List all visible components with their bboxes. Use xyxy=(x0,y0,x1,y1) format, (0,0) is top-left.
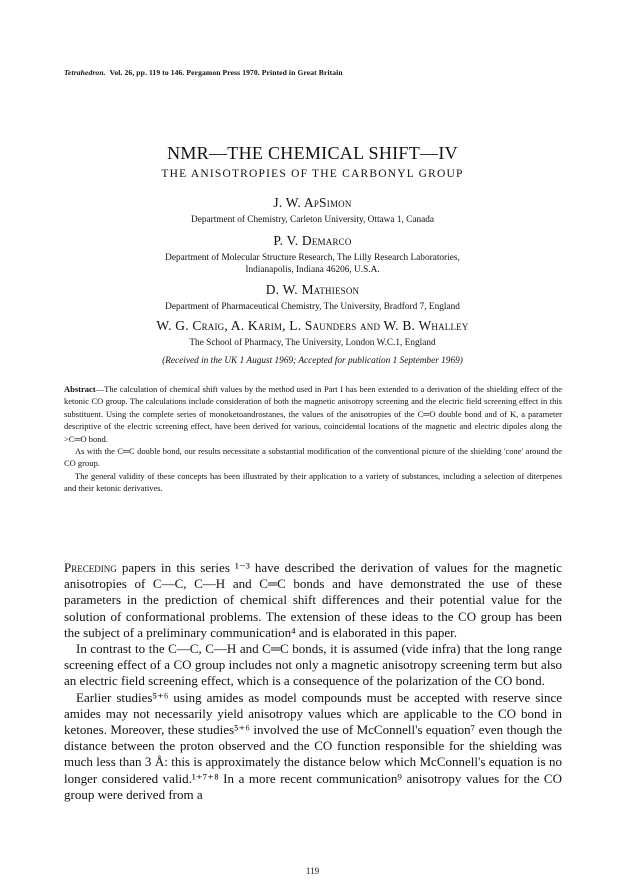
author-names: W. G. Craig, A. Karim, L. Saunders and W. B. Whalley xyxy=(156,318,469,333)
abstract-paragraph: As with the C═C double bond, our results necessitate a substantial modification of the conventional picture of the shielding 'cone' around the CO group. xyxy=(64,446,562,469)
paper-title: NMR—THE CHEMICAL SHIFT—IV xyxy=(167,143,458,163)
lead-word: Preceding xyxy=(64,560,117,575)
paper-subtitle: THE ANISOTROPIES OF THE CARBONYL GROUP xyxy=(161,168,464,180)
journal-name: Tetrahedron. xyxy=(64,68,106,77)
author-affiliation: The School of Pharmacy, The University, London W.C.1, England xyxy=(189,338,436,348)
abstract-label: Abstract xyxy=(64,384,96,394)
author-name: D. W. Mathieson xyxy=(265,282,360,297)
abstract-paragraph xyxy=(64,383,562,445)
author-name: J. W. ApSimon xyxy=(273,195,352,210)
author-affiliation: Department of Chemistry, Carleton University, Ottawa 1, Canada xyxy=(190,215,435,225)
body-paragraph: In contrast to the C—C, C—H and C═C bonds, it is assumed (vide infra) that the long range screening effect of a CO group includes not only a magnetic anisotropy screening term but also an electric field screening effect, which is a consequence of the polarization of the CO bond. xyxy=(64,641,562,689)
author-name: P. V. Demarco xyxy=(273,233,352,248)
abstract-paragraph: The general validity of these concepts has been illustrated by their application to a variety of substances, including a selection of diterpenes and their ketonic derivatives. xyxy=(64,470,562,494)
body-paragraph: Earlier studies⁵⁺⁶ using amides as model compounds must be accepted with reserve since amides may not necessarily yield anisotropy values which are applicable to the CO bond in ketones. Moreover, these studies⁵⁺⁶ involved the use of McConnell's equation⁷ even though the distance between the proton observed and the CO function responsible for the shielding was much less than 3 Å: this is approximately the distance below which McConnell's equation is no longer considered valid.¹⁺⁷⁺⁸ In a more recent communication⁹ anisotropy values for the CO group were derived from a xyxy=(64,689,562,802)
author-affiliation: Department of Molecular Structure Research, The Lilly Research Laboratories, xyxy=(165,253,460,263)
body-paragraph xyxy=(64,560,562,641)
body-text xyxy=(64,560,562,803)
author-affiliation: Department of Pharmaceutical Chemistry, The University, Bradford 7, England xyxy=(165,302,460,312)
journal-header xyxy=(64,68,343,77)
abstract xyxy=(64,383,562,495)
page-number: 119 xyxy=(305,866,320,876)
abstract-text: —The calculation of chemical shift values by the method used in Part I has been extended to a derivation of the shielding effect of the ketonic CO group. The calculations include consideration of both the magnetic anisotropy screening and the electric field screening effect in this substituent. Using the complete series of monoketoandrostanes, the values of the anisotropies of the C═O double bond and of K, a parameter descriptive of the electric screening effect, have been derived for various, coincidental locations of the magnetic and electric dipoles along the >C═O bond. xyxy=(64,384,562,444)
body-paragraph-text: papers in this series ¹⁻³ have described the derivation of values for the magnetic anisotropies of C—C, C—H and C═C bonds and have demonstrated the use of these parameters in the prediction of chemical shift differences and their potential value for the solution of conformational problems. The extension of these ideas to the CO group has been the subject of a preliminary communication⁴ and is elaborated in this paper. xyxy=(64,560,562,640)
received-dates: (Received in the UK 1 August 1969; Accepted for publication 1 September 1969) xyxy=(162,356,463,366)
journal-info: Vol. 26, pp. 119 to 146. Pergamon Press 1970. Printed in Great Britain xyxy=(109,68,343,77)
author-affiliation-line2: Indianapolis, Indiana 46206, U.S.A. xyxy=(245,265,380,275)
